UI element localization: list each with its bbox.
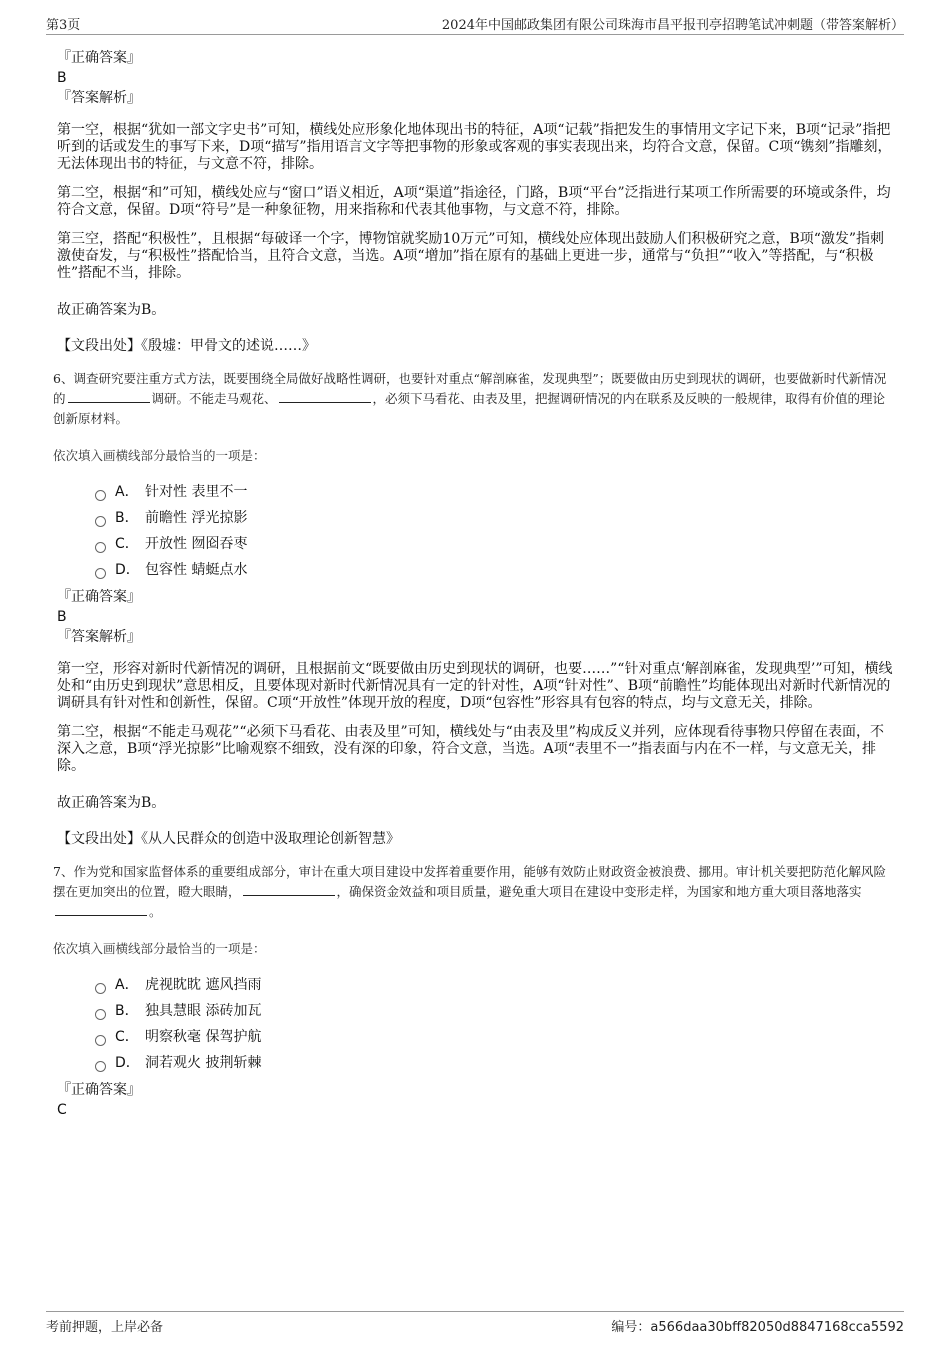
answer-label: 『正确答案』 xyxy=(57,1082,141,1098)
question-prompt: 依次填入画横线部分最恰当的一项是： xyxy=(53,941,266,956)
document-title: 2024年中国邮政集团有限公司珠海市昌平报刊亭招聘笔试冲刺题（带答案解析） xyxy=(441,18,904,33)
radio-icon[interactable] xyxy=(95,983,106,994)
page-number: 第3页 xyxy=(46,18,81,33)
question-6-stem: 6、调查研究要注重方式方法，既要围绕全局做好战略性调研，也要针对重点“解剖麻雀，发现典型”；既要做由历史到现状的调研，也要做新时代新情况的 调研。不能走马观花、 ，必须下马看花、由表及里，把握调研情况的内在联系及反映的一般规律，取得有价值的理论创新原材料。 xyxy=(53,371,887,426)
radio-icon[interactable] xyxy=(95,490,106,501)
options-list xyxy=(95,479,893,583)
answer-label: 『正确答案』 xyxy=(57,589,141,605)
option-b[interactable]: B． 独具慧眼 添砖加瓦 xyxy=(95,998,893,1024)
question-prompt: 依次填入画横线部分最恰当的一项是： xyxy=(53,448,266,463)
option-b[interactable]: B． 前瞻性 浮光掠影 xyxy=(95,505,893,531)
question-number: 6、 xyxy=(53,371,74,386)
radio-icon[interactable] xyxy=(95,542,106,553)
radio-icon[interactable] xyxy=(95,568,106,579)
fill-blank xyxy=(243,883,335,896)
option-d[interactable]: D． 洞若观火 披荆斩棘 xyxy=(95,1050,893,1076)
answer-conclusion: 故正确答案为B。 xyxy=(57,302,166,318)
radio-icon[interactable] xyxy=(95,1061,106,1072)
fill-blank xyxy=(68,390,150,403)
page-header xyxy=(46,14,904,35)
question-7-stem: 7、作为党和国家监督体系的重要组成部分，审计在重大项目建设中发挥着重要作用，能够有效防止财政资金被浪费、挪用。审计机关要把防范化解风险摆在更加突出的位置，瞪大眼睛， ，确保资金效益和项目质量，避免重大项目在建设中变形走样，为国家和地方重大项目落地落实。 xyxy=(53,864,886,919)
answer-conclusion: 故正确答案为B。 xyxy=(57,795,166,811)
document-code: 编号：a566daa30bff82050d8847168cca5592 xyxy=(611,1320,904,1335)
option-a[interactable]: A． 针对性 表里不一 xyxy=(95,479,893,505)
answer-value: C xyxy=(57,1102,67,1118)
analysis-paragraph: 第一空，根据“犹如一部文字史书”可知，横线处应形象化地体现出书的特征，A项“记载”指把发生的事情用文字记下来，B项“记录”指把听到的话或发生的事写下来，D项“描写”指用语言文字等把事物的形象或客观的事实表现出来，均符合文意，保留。C项“镌刻”指雕刻，无法体现出书的特征，与文意不符，排除。 xyxy=(57,122,892,172)
analysis-label: 『答案解析』 xyxy=(57,90,141,106)
analysis-label: 『答案解析』 xyxy=(57,629,141,645)
analysis-paragraph: 第二空，根据“和”可知，横线处应与“窗口”语义相近，A项“渠道”指途径，门路，B项“平台”泛指进行某项工作所需要的环境或条件，均符合文意，保留。D项“符号”是一种象征物，用来指称和代表其他事物，与文意不符，排除。 xyxy=(57,185,891,218)
option-c[interactable]: C． 开放性 囫囵吞枣 xyxy=(95,531,893,557)
analysis-paragraph: 第二空，根据“不能走马观花”“必须下马看花、由表及里”可知，横线处与“由表及里”构成反义并列，应体现看待事物只停留在表面，不深入之意，B项“浮光掠影”比喻观察不细致，没有深的印象，符合文意，当选。A项“表里不一”指表面与内在不一样，与文意无关，排除。 xyxy=(57,724,884,774)
options-list xyxy=(95,972,893,1076)
source-citation: 【文段出处】《殷墟：甲骨文的述说……》 xyxy=(57,338,316,354)
answer-value: B xyxy=(57,609,67,625)
page-footer xyxy=(46,1311,904,1335)
analysis-paragraph: 第三空，搭配“积极性”，且根据“每破译一个字，博物馆就奖励10万元”可知，横线处应体现出鼓励人们积极研究之意，B项“激发”指刺激使奋发，与“积极性”搭配恰当，且符合文意，当选。A项“增加”指在原有的基础上更进一步，通常与“负担”“收入”等搭配，与“积极性”搭配不当，排除。 xyxy=(57,231,885,281)
radio-icon[interactable] xyxy=(95,516,106,527)
footer-slogan: 考前押题，上岸必备 xyxy=(46,1320,164,1335)
fill-blank xyxy=(55,903,147,916)
option-d[interactable]: D． 包容性 蜻蜓点水 xyxy=(95,557,893,583)
analysis-paragraph: 第一空，形容对新时代新情况的调研，且根据前文“既要做由历史到现状的调研，也要……”“针对重点‘解剖麻雀，发现典型’”可知，横线处和“由历史到现状”意思相反，且要体现对新时代新情况具有一定的针对性，A项“针对性”、B项“前瞻性”均能体现出对新时代新情况的调研具有针对性和创新性，保留。C项“开放性”体现开放的程度，D项“包容性”形容具有包容的特点，均与文意无关，排除。 xyxy=(57,661,893,711)
answer-value: B xyxy=(57,70,67,86)
page-content xyxy=(53,48,893,1120)
radio-icon[interactable] xyxy=(95,1009,106,1020)
answer-label: 『正确答案』 xyxy=(57,50,141,66)
source-citation: 【文段出处】《从人民群众的创造中汲取理论创新智慧》 xyxy=(57,831,400,847)
question-number: 7、 xyxy=(53,864,74,879)
option-a[interactable]: A． 虎视眈眈 遮风挡雨 xyxy=(95,972,893,998)
option-c[interactable]: C． 明察秋毫 保驾护航 xyxy=(95,1024,893,1050)
fill-blank xyxy=(279,390,371,403)
radio-icon[interactable] xyxy=(95,1035,106,1046)
